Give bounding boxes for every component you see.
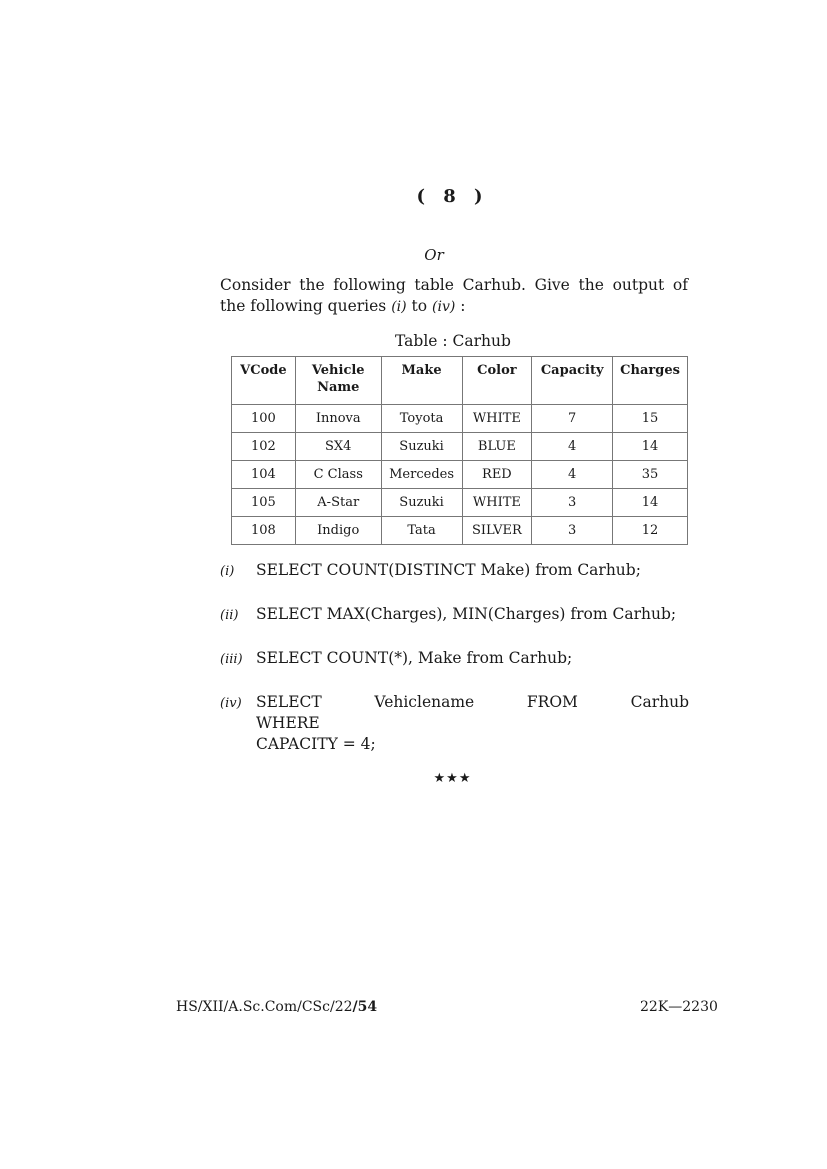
intro-text: Consider the following table Carhub. Give the output of the following queries (220, 276, 688, 315)
query-text: SELECT COUNT(DISTINCT Make) from Carhub; (256, 561, 641, 579)
query-text: SELECT Vehiclename FROM Carhub WHERE (256, 693, 689, 732)
query-text: SELECT MAX(Charges), MIN(Charges) from Carhub; (256, 605, 677, 623)
header-color: Color (462, 357, 532, 405)
cell-vcode: 108 (232, 517, 296, 545)
intro-first-ref: (i) (391, 299, 407, 315)
cell-charges: 15 (613, 405, 688, 433)
cell-vehicle-name: SX4 (295, 433, 381, 461)
batch-code: 22K—2230 (640, 999, 718, 1015)
cell-charges: 14 (613, 433, 688, 461)
cell-make: Mercedes (381, 461, 462, 489)
cell-capacity: 3 (532, 517, 613, 545)
cell-vcode: 104 (232, 461, 296, 489)
cell-color: BLUE (462, 433, 532, 461)
carhub-table (231, 356, 688, 545)
cell-vcode: 100 (232, 405, 296, 433)
query-number: (iii) (220, 652, 243, 667)
or-label: Or (424, 246, 444, 264)
cell-charges: 12 (613, 517, 688, 545)
cell-capacity: 3 (532, 489, 613, 517)
cell-color: WHITE (462, 489, 532, 517)
cell-make: Suzuki (381, 489, 462, 517)
cell-vehicle-name: C Class (295, 461, 381, 489)
header-vcode: VCode (232, 357, 296, 405)
question-intro (220, 275, 688, 318)
cell-capacity: 4 (532, 461, 613, 489)
cell-charges: 35 (613, 461, 688, 489)
cell-color: RED (462, 461, 532, 489)
header-capacity: Capacity (532, 357, 613, 405)
query-number: (i) (220, 564, 235, 579)
page-number: ( 8 ) (416, 186, 489, 207)
cell-vehicle-name: Indigo (295, 517, 381, 545)
cell-color: SILVER (462, 517, 532, 545)
table-row (232, 489, 688, 517)
cell-color: WHITE (462, 405, 532, 433)
header-charges: Charges (613, 357, 688, 405)
query-item (220, 604, 689, 625)
header-make: Make (381, 357, 462, 405)
intro-end: : (455, 297, 466, 315)
paper-code (176, 999, 377, 1015)
query-number: (ii) (220, 608, 239, 623)
query-item (220, 692, 689, 755)
cell-charges: 14 (613, 489, 688, 517)
query-list (220, 560, 689, 778)
paper-code-suffix: /54 (352, 999, 378, 1015)
query-number: (iv) (220, 696, 242, 711)
table-row (232, 433, 688, 461)
intro-connector: to (406, 297, 433, 315)
cell-make: Toyota (381, 405, 462, 433)
table-row (232, 405, 688, 433)
table-caption: Table : Carhub (395, 332, 511, 350)
intro-last-ref: (iv) (432, 299, 456, 315)
cell-make: Suzuki (381, 433, 462, 461)
table-row (232, 517, 688, 545)
cell-make: Tata (381, 517, 462, 545)
cell-vehicle-name: A-Star (295, 489, 381, 517)
query-item (220, 648, 689, 669)
cell-capacity: 4 (532, 433, 613, 461)
table-row (232, 461, 688, 489)
paper-code-prefix: HS/XII/A.Sc.Com/CSc/22 (176, 999, 353, 1015)
cell-vehicle-name: Innova (295, 405, 381, 433)
table-header-row (232, 357, 688, 405)
cell-capacity: 7 (532, 405, 613, 433)
cell-vcode: 105 (232, 489, 296, 517)
query-text: SELECT COUNT(*), Make from Carhub; (256, 649, 573, 667)
query-item (220, 560, 689, 581)
cell-vcode: 102 (232, 433, 296, 461)
header-vehicle-name: Vehicle Name (295, 357, 381, 405)
query-text-continuation: CAPACITY = 4; (256, 735, 376, 753)
end-marker: ★★★ (433, 771, 472, 786)
